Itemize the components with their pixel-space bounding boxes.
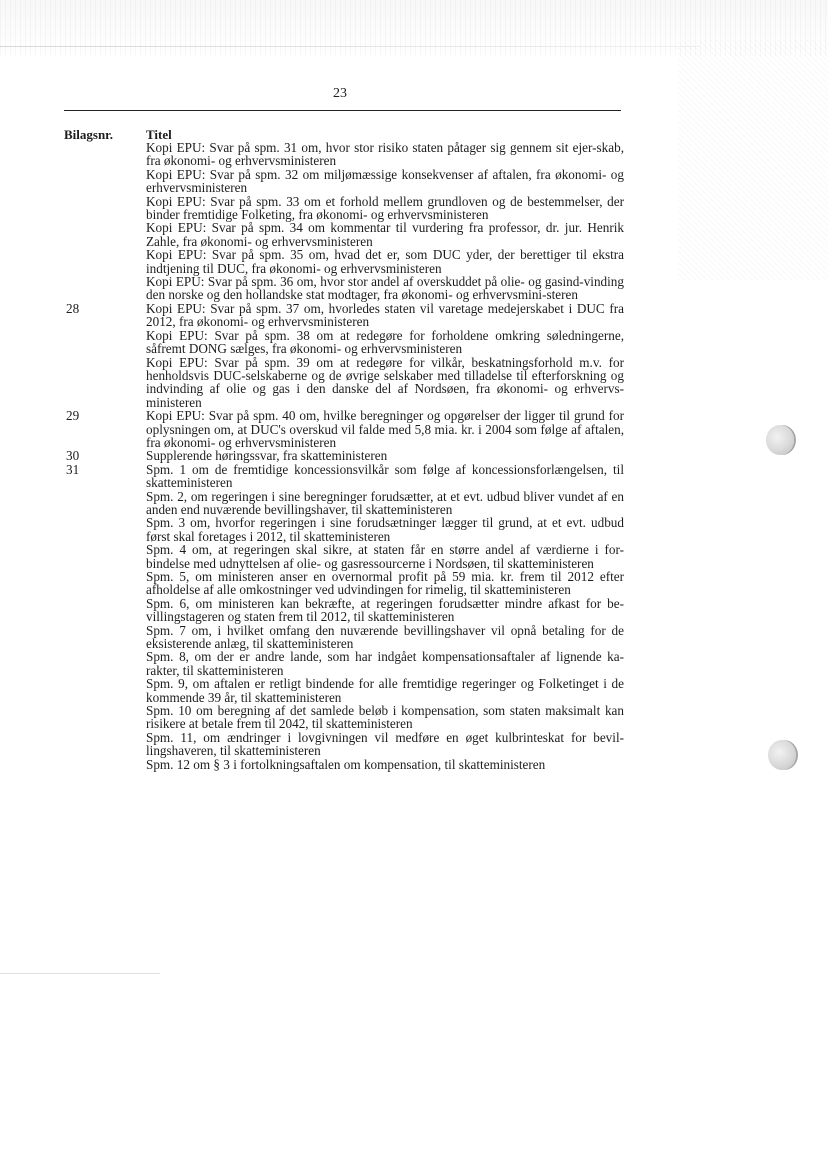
entry-title: Spm. 10 om beregning af det samlede beløb i kompensation, som staten maksimalt kan risikere at betale frem til 2042, til skatteministeren (146, 703, 624, 732)
scan-bottom-line (0, 973, 160, 974)
list-item (64, 195, 624, 222)
entry-title: Spm. 9, om aftalen er retligt bindende for alle fremtidige regeringer og Folketinget i de kommende 39 år, til skatteministeren (146, 676, 624, 705)
list-item (64, 624, 624, 651)
list-item (64, 490, 624, 517)
punch-hole-icon (766, 425, 794, 455)
bilag-number: 31 (66, 461, 80, 477)
list-item (64, 516, 624, 543)
entry-title: Kopi EPU: Svar på spm. 38 om at redegøre for forholdene omkring søledningerne, såfremt DONG sælges, fra økonomi- og erhvervsministeren (146, 327, 624, 357)
entry-title: Kopi EPU: Svar på spm. 34 om kommentar til vurdering fra professor, dr. jur. Henrik Zahle, fra økonomi- og erhvervsministeren (146, 220, 624, 249)
list-item (64, 758, 624, 771)
entry-title: Spm. 5, om ministeren anser en overnormal profit på 59 mia. kr. frem til 2012 efter afholdelse af alle omkostninger ved udvindingen for rimelig, til skatteministeren (146, 569, 624, 598)
entry-title: Spm. 12 om § 3 i fortolkningsaftalen om kompensation, til skatteministeren (146, 756, 546, 772)
list-item (64, 543, 624, 570)
column-header-titel: Titel (146, 127, 172, 142)
list-item (64, 248, 624, 275)
list-item (64, 302, 624, 329)
page-number: 23 (333, 86, 347, 101)
bilag-number: 30 (66, 448, 80, 464)
list-item (64, 221, 624, 248)
list-item (64, 704, 624, 731)
entry-title: Kopi EPU: Svar på spm. 31 om, hvor stor risiko staten påtager sig gennem sit ejer-skab, fra økonomi- og erhvervsministeren (146, 140, 624, 169)
entries-list (64, 141, 624, 771)
column-header-bilagsnr: Bilagsnr. (64, 127, 114, 142)
list-item (64, 463, 624, 490)
entry-title: Kopi EPU: Svar på spm. 40 om, hvilke beregninger og opgørelser der ligger til grund for oplysningen om, at DUC's overskud vil falde med 5,8 mia. kr. i 2004 som følge af aftalen, fra økonomi- og erhvervsministeren (146, 408, 624, 450)
list-item (64, 597, 624, 624)
list-item (64, 677, 624, 704)
entry-title: Kopi EPU: Svar på spm. 35 om, hvad det er, som DUC yder, der berettiger til ekstra indtjening til DUC, fra økonomi- og erhvervsministeren (146, 247, 624, 276)
list-item (64, 731, 624, 758)
entry-title: Spm. 8, om der er andre lande, som har indgået kompensationsaftaler af lignende ka-rakter, til skatteministeren (146, 649, 624, 678)
entry-title: Kopi EPU: Svar på spm. 39 om at redegøre for vilkår, beskatningsforhold m.v. for henholdsvis DUC-selskaberne og de øvrige selskaber med tilladelse til efterforskning og indvinding af olie og gas i den danske del af Nordsøen, fra økonomi- og erhvervs-ministeren (146, 354, 624, 410)
punch-hole-icon (768, 740, 796, 770)
list-item (64, 409, 624, 449)
list-item (64, 650, 624, 677)
list-item (64, 329, 624, 356)
entry-title: Kopi EPU: Svar på spm. 33 om et forhold mellem grundloven og de bestemmelser, der binder fremtidige Folketing, fra økonomi- og erhvervsministeren (146, 193, 624, 223)
entry-title: Spm. 3 om, hvorfor regeringen i sine forudsætninger lægger til grund, at et evt. udbud først skal foretages i 2012, til skatteministeren (146, 515, 624, 544)
entry-title: Spm. 4 om, at regeringen skal sikre, at staten får en større andel af værdierne i for-bindelse med udnyttelsen af olie- og gasressourcerne i Nordsøen, til skatteministeren (146, 542, 624, 571)
entry-title: Kopi EPU: Svar på spm. 32 om miljømæssige konsekvenser af aftalen, fra økonomi- og erhvervsministeren (146, 166, 624, 196)
entry-title: Kopi EPU: Svar på spm. 37 om, hvorledes staten vil varetage medejerskabet i DUC fra 2012, fra økonomi- og erhvervsministeren (146, 300, 624, 330)
entry-title: Kopi EPU: Svar på spm. 36 om, hvor stor andel af overskuddet på olie- og gasind-vinding den norske og den hollandske stat modtager, fra økonomi- og erhvervsmini-steren (146, 274, 624, 303)
list-item (64, 570, 624, 597)
scan-edge-line (0, 46, 700, 47)
header-rule (64, 110, 621, 111)
entry-title: Spm. 1 om de fremtidige koncessionsvilkår som følge af koncessionsforlængelsen, til skatteministeren (146, 461, 624, 491)
entry-title: Spm. 6, om ministeren kan bekræfte, at regeringen forudsætter mindre afkast for be-villingstageren og staten frem til 2012, til skatteministeren (146, 595, 624, 625)
entry-title: Spm. 7 om, i hvilket omfang den nuværende bevillingshaver vil opnå betaling for de eksisterende anlæg, til skatteministeren (146, 622, 624, 652)
bilag-number: 29 (66, 408, 80, 424)
scan-noise-right (678, 40, 828, 280)
entry-title: Spm. 11, om ændringer i lovgivningen vil medføre en øget kulbrinteskat for bevil-lingshaveren, til skatteministeren (146, 729, 624, 759)
list-item (64, 356, 624, 410)
entry-title: Supplerende høringssvar, fra skatteministeren (146, 448, 388, 464)
bilag-number: 28 (66, 300, 80, 316)
list-item (64, 168, 624, 195)
list-item (64, 449, 624, 462)
entry-title: Spm. 2, om regeringen i sine beregninger forudsætter, at et evt. udbud bliver vundet af en anden end nuværende bevillingshaver, til skatteministeren (146, 488, 624, 517)
list-item (64, 275, 624, 302)
list-item (64, 141, 624, 168)
